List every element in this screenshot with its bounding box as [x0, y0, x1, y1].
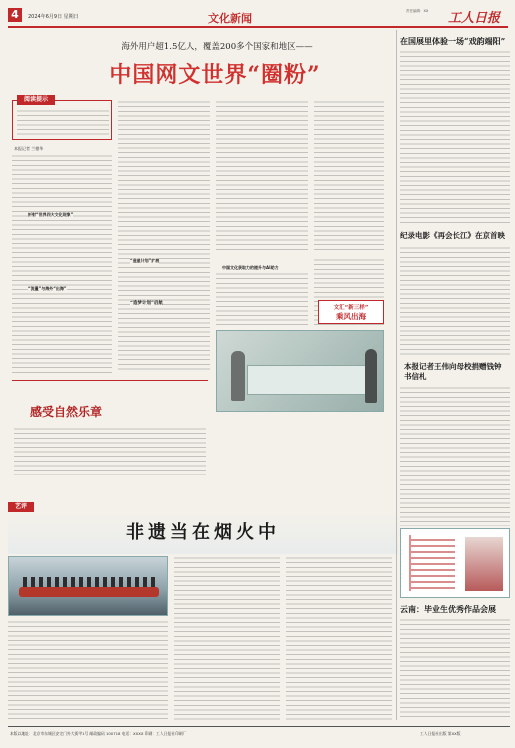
art-headline: 非遗当在烟火中 — [126, 522, 280, 543]
footer-text: 本版以地址：北京市东城区安定门外大街甲1号 邮政编码 100718 电话：XXXX 印刷：工人日报社印刷厂 — [10, 731, 187, 736]
lead-kicker: 海外用户超1.5亿人，覆盖200多个国家和地区—— — [121, 42, 313, 52]
lead-byline: 本报记者 兰德华 — [14, 146, 44, 151]
lead-headline: 中国网文世界“圈粉” — [109, 62, 321, 88]
boat-rowers — [23, 577, 155, 587]
art-col-under-photo — [8, 620, 168, 720]
right-h1: 在国展里体验一场“戏韵端阳” — [400, 36, 506, 46]
photo-display-case — [247, 365, 367, 395]
right-text-1 — [400, 50, 510, 226]
masthead-rule — [8, 26, 508, 28]
right-text-3 — [400, 386, 510, 526]
reading-tip-text — [17, 109, 109, 137]
art-col-2 — [174, 556, 280, 720]
lead-col-1 — [12, 154, 112, 374]
right-h4: 云南：毕业生优秀作品会展 — [400, 604, 496, 614]
reading-tip-box — [12, 96, 112, 140]
lead-subhead-3: “造星计划”扩展 — [130, 258, 160, 263]
editor-note: 责任编辑：XX — [406, 9, 429, 13]
page-number: 4 — [8, 8, 22, 22]
column-box — [12, 380, 208, 480]
column-headline: 感受自然乐章 — [30, 405, 103, 419]
lead-photo — [216, 330, 384, 412]
lead-subhead-2: “流量”与海外“出海” — [28, 286, 67, 291]
footer-rule — [8, 726, 510, 727]
masthead-date: 2024年6月9日 星期日 — [28, 14, 79, 20]
lead-col-3 — [216, 100, 308, 250]
photo-figure-2 — [365, 349, 377, 403]
badge-line-1: 文汇“新三样” — [333, 305, 369, 311]
right-h3: 本报记者王伟向母校捐赠钱钟书信札 — [404, 362, 502, 381]
right-h2: 纪录电影《再会长江》在京首映 — [400, 231, 505, 240]
mid-col-1 — [216, 272, 308, 327]
right-photo — [400, 528, 510, 598]
badge-line-2: 乘风出海 — [336, 312, 366, 321]
photo-figure-1 — [231, 351, 245, 401]
lead-subhead-1: 折射“世界四大文化现象” — [28, 212, 74, 217]
reading-tip-label: 阅读提示 — [17, 95, 55, 105]
footer-right: 工人日报社出版 第XX版 — [420, 731, 461, 736]
lead-col-2 — [118, 100, 210, 370]
badge-box — [318, 300, 384, 324]
lead-col-4 — [314, 100, 384, 250]
right-text-2 — [400, 246, 510, 356]
column-text — [14, 427, 206, 475]
mid-subhead: 中国文化获取力的提升与AI助力 — [222, 265, 279, 270]
art-col-3 — [286, 556, 392, 720]
right-text-4 — [400, 618, 510, 720]
dragon-boat — [19, 587, 159, 597]
section-title: 文化新闻 — [208, 12, 252, 25]
right-col-divider — [396, 30, 397, 720]
poster-figure — [465, 537, 503, 591]
art-section-label: 艺评 — [8, 502, 34, 512]
paper-logo: 工人日报 — [448, 11, 501, 26]
mid-feature-headline: “造梦计划”启航 — [130, 301, 163, 306]
calligraphy-block — [409, 535, 455, 591]
art-photo — [8, 556, 168, 616]
art-headline-strip — [8, 512, 398, 554]
